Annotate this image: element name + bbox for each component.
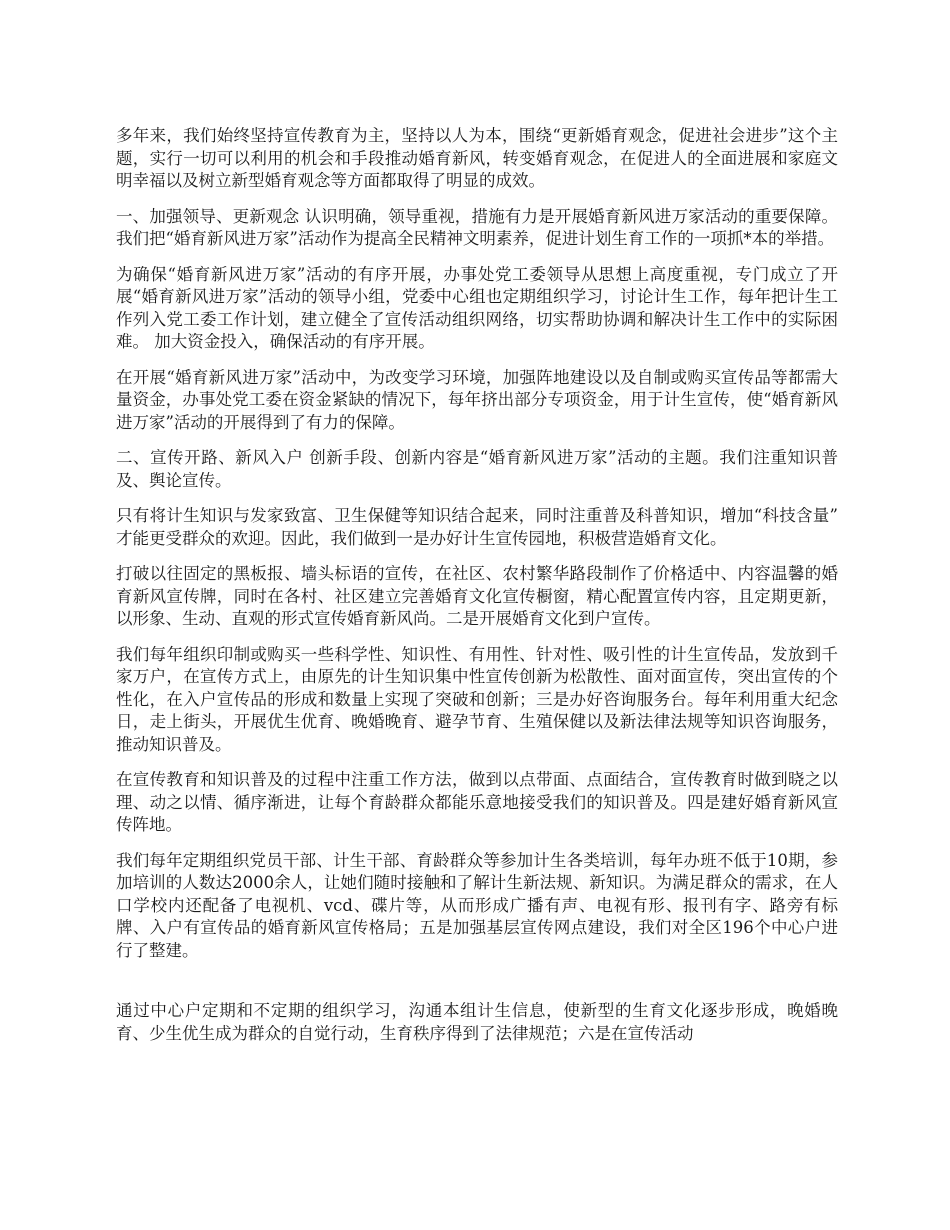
document-body: [116, 125, 838, 1058]
paragraph-intro: 多年来，我们始终坚持宣传教育为主，坚持以人为本，围绕“更新婚育观念，促进社会进步”这个主题，实行一切可以利用的机会和手段推动婚育新风，转变婚育观念，在促进人的全面进展和家庭文明幸福以及树立新型婚育观念等方面都取得了明显的成效。: [116, 126, 838, 190]
paragraph-signage: 打破以往固定的黑板报、墙头标语的宣传，在社区、农村繁华路段制作了价格适中、内容温馨的婚育新风宣传牌，同时在各村、社区建立完善婚育文化宣传橱窗，精心配置宣传内容，且定期更新，以形象、生动、直观的形式宣传婚育新风尚。二是开展婚育文化到户宣传。: [116, 564, 838, 628]
paragraph-section-one: 一、加强领导、更新观念 认识明确，领导重视，措施有力是开展婚育新风进万家活动的重要保障。我们把“婚育新风进万家”活动作为提高全民精神文明素养，促进计划生育工作的一项抓*本的举措。: [116, 206, 838, 248]
paragraph-leadership: 为确保“婚育新风进万家”活动的有序开展，办事处党工委领导从思想上高度重视，专门成立了开展“婚育新风进万家”活动的领导小组，党委中心组也定期组织学习，讨论计生工作，每年把计生工作列入党工委工作计划，建立健全了宣传活动组织网络，切实帮助协调和解决计生工作中的实际困难。 加大资金投入，确保活动的有序开展。: [116, 264, 838, 351]
paragraph-section-two: 二、宣传开路、新风入户 创新手段、创新内容是“婚育新风进万家”活动的主题。我们注重知识普及、舆论宣传。: [116, 448, 838, 490]
paragraph-funding: 在开展“婚育新风进万家”活动中，为改变学习环境，加强阵地建设以及自制或购买宣传品等都需大量资金，办事处党工委在资金紧缺的情况下，每年挤出部分专项资金，用于计生宣传，使“婚育新风进万家”活动的开展得到了有力的保障。: [116, 367, 838, 432]
paragraph-central-households: 通过中心户定期和不定期的组织学习，沟通本组计生信息，使新型的生育文化逐步形成，晚婚晚育、少生优生成为群众的自觉行动，生育秩序得到了法律规范；六是在宣传活动: [116, 1001, 838, 1043]
paragraph-training: 我们每年定期组织党员干部、计生干部、育龄群众等参加计生各类培训，每年办班不低于10期，参加培训的人数达2000余人，让她们随时接触和了解计生新法规、新知识。为满足群众的需求，在人口学校内还配备了电视机、vcd、碟片等，从而形成广播有声、电视有形、报刊有字、路旁有标牌、入户有宣传品的婚育新风宣传格局；五是加强基层宣传网点建设，我们对全区196个中心户进行了整建。: [116, 850, 838, 960]
paragraph-methods: 在宣传教育和知识普及的过程中注重工作方法，做到以点带面、点面结合，宣传教育时做到晓之以理、动之以情、循序渐进，让每个育龄群众都能乐意地接受我们的知识普及。四是建好婚育新风宣传阵地。: [116, 770, 838, 834]
paragraph-materials: 我们每年组织印制或购买一些科学性、知识性、有用性、针对性、吸引性的计生宣传品，发放到千家万户，在宣传方式上，由原先的计生知识集中性宣传创新为松散性、面对面宣传，突出宣传的个性化，在入户宣传品的形成和数量上实现了突破和创新；三是办好咨询服务台。每年利用重大纪念日，走上街头，开展优生优育、晚婚晚育、避孕节育、生殖保健以及新法律法规等知识咨询服务，推动知识普及。: [116, 644, 838, 754]
paragraph-knowledge: 只有将计生知识与发家致富、卫生保健等知识结合起来，同时注重普及科普知识，增加“科技含量” 才能更受群众的欢迎。因此，我们做到一是办好计生宣传园地，积极营造婚育文化。: [116, 506, 838, 548]
